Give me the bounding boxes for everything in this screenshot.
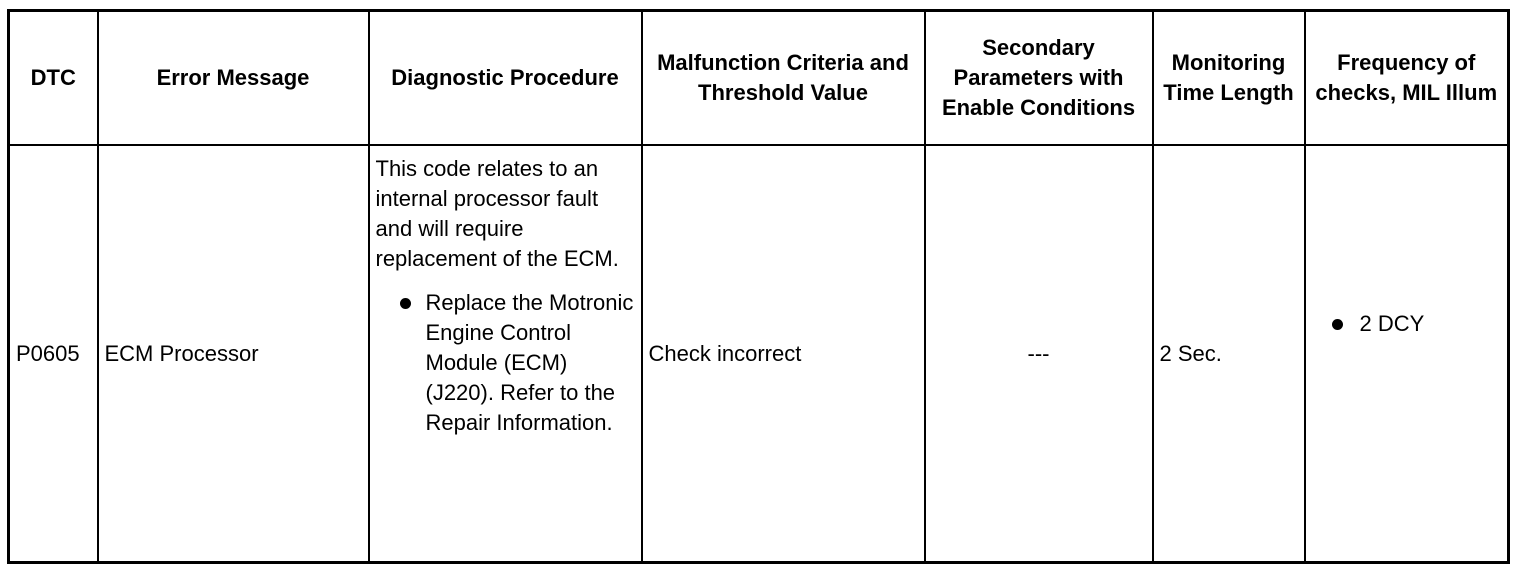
header-row xyxy=(9,11,1509,146)
header-diagnostic-procedure: Diagnostic Procedure xyxy=(369,11,642,146)
header-error-message: Error Message xyxy=(98,11,369,146)
frequency-list xyxy=(1312,309,1502,339)
procedure-step: Replace the Motronic Engine Control Module (ECM) (J220). Refer to the Repair Information. xyxy=(400,288,635,438)
cell-diagnostic-procedure xyxy=(369,145,642,563)
cell-dtc: P0605 xyxy=(9,145,98,563)
header-dtc: DTC xyxy=(9,11,98,146)
procedure-text: This code relates to an internal processor fault and will require replacement of the ECM. xyxy=(375,156,619,271)
table-row xyxy=(9,145,1509,563)
procedure-steps xyxy=(376,288,635,438)
cell-malfunction-criteria: Check incorrect xyxy=(642,145,925,563)
frequency-item: 2 DCY xyxy=(1332,309,1502,339)
header-monitoring-time: Monitoring Time Length xyxy=(1153,11,1305,146)
cell-secondary-parameters: --- xyxy=(925,145,1153,563)
cell-error-message: ECM Processor xyxy=(98,145,369,563)
cell-monitoring-time: 2 Sec. xyxy=(1153,145,1305,563)
dtc-table xyxy=(7,9,1510,564)
header-frequency: Frequency of checks, MIL Illum xyxy=(1305,11,1509,146)
header-malfunction-criteria: Malfunction Criteria and Threshold Value xyxy=(642,11,925,146)
cell-frequency xyxy=(1305,145,1509,563)
header-secondary-parameters: Secondary Parameters with Enable Conditions xyxy=(925,11,1153,146)
